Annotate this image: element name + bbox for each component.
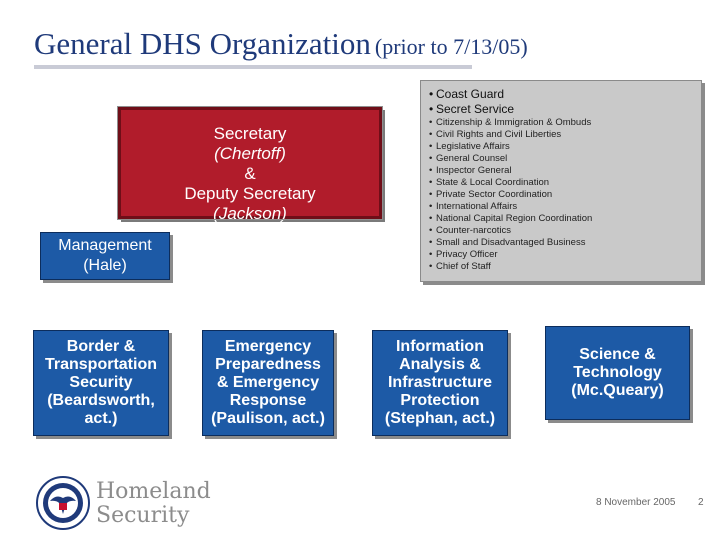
logo-wordmark (96, 480, 211, 528)
directorate-label (211, 338, 325, 428)
directorate-label (385, 338, 495, 428)
office-item (429, 165, 701, 177)
office-item (429, 117, 701, 129)
secretary-title: Secretary (213, 124, 287, 143)
secretary-ampersand: & (244, 164, 256, 183)
office-item (429, 261, 701, 273)
office-label: Counter-narcotics (436, 225, 511, 236)
major-components-list (429, 87, 701, 117)
office-item (429, 237, 701, 249)
title-underline (34, 65, 472, 69)
office-item (429, 177, 701, 189)
major-component-label: Secret Service (436, 102, 515, 116)
directorate-line: Analysis & (399, 356, 481, 373)
office-label: State & Local Coordination (436, 177, 550, 188)
bullet-icon: • (429, 165, 433, 176)
office-item (429, 249, 701, 261)
office-item (429, 141, 701, 153)
directorate-label (45, 338, 157, 428)
office-label: Inspector General (436, 165, 512, 176)
offices-list (429, 117, 701, 273)
directorate-line: Information (395, 338, 484, 355)
office-label: National Capital Region Coordination (436, 213, 593, 224)
office-label: Chief of Staff (436, 261, 491, 272)
footer-date: 8 November 2005 (596, 497, 676, 508)
logo-line2: Security (96, 503, 190, 528)
office-label: Privacy Officer (436, 249, 498, 260)
directorate-information-analysis (372, 330, 508, 436)
office-item (429, 213, 701, 225)
directorate-line: Infrastructure (387, 374, 492, 391)
office-label: Citizenship & Immigration & Ombuds (436, 117, 592, 128)
dhs-seal-icon (36, 476, 90, 530)
bullet-icon: • (429, 87, 434, 101)
directorate-line: Border & (66, 338, 136, 355)
logo-line1: Homeland (96, 479, 211, 504)
office-item (429, 225, 701, 237)
directorate-science-technology (545, 326, 690, 420)
bullet-icon: • (429, 189, 433, 200)
deputy-secretary-title: Deputy Secretary (184, 184, 316, 203)
directorate-line: Response (229, 392, 307, 409)
bullet-icon: • (429, 237, 433, 248)
directorate-line: (Stephan, act.) (384, 410, 496, 427)
directorate-line: (Beardsworth, (47, 392, 155, 409)
office-item (429, 153, 701, 165)
title-subtitle: (prior to 7/13/05) (374, 34, 528, 59)
secretary-line1 (214, 124, 287, 164)
bullet-icon: • (429, 129, 433, 140)
office-label: Private Sector Coordination (436, 189, 553, 200)
office-label: General Counsel (436, 153, 508, 164)
bullet-icon: • (429, 225, 433, 236)
bullet-icon: • (429, 213, 433, 224)
office-item (429, 129, 701, 141)
directorate-line: Protection (400, 392, 480, 409)
directorate-line: Science & (579, 346, 656, 363)
office-item (429, 189, 701, 201)
office-item (429, 201, 701, 213)
directorate-line: Security (69, 374, 133, 391)
management-title: Management (58, 237, 152, 254)
management-name: (Hale) (83, 257, 127, 274)
office-label: Civil Rights and Civil Liberties (436, 129, 562, 140)
directorate-line: Preparedness (215, 356, 321, 373)
directorate-line: & Emergency (216, 374, 320, 391)
directorate-line: (Mc.Queary) (571, 382, 664, 399)
bullet-icon: • (429, 102, 434, 116)
secretary-box (118, 107, 382, 223)
bullet-icon: • (429, 117, 433, 128)
bullet-icon: • (429, 153, 433, 164)
major-component-label: Coast Guard (436, 87, 505, 101)
directorate-label (571, 346, 663, 400)
directorate-emergency-preparedness (202, 330, 334, 436)
title-main: General DHS Organization (34, 26, 371, 61)
major-component-item (429, 87, 701, 102)
directorate-line: Transportation (44, 356, 157, 373)
office-label: Legislative Affairs (436, 141, 510, 152)
directorate-line: (Paulison, act.) (211, 410, 325, 427)
bullet-icon: • (429, 141, 433, 152)
page-number: 2 (698, 497, 704, 508)
secretary-name: (Chertoff) (214, 144, 286, 163)
bullet-icon: • (429, 177, 433, 188)
deputy-secretary-name: (Jackson) (213, 204, 287, 223)
components-panel (420, 80, 702, 282)
office-label: International Affairs (436, 201, 518, 212)
major-component-item (429, 102, 701, 117)
management-box (40, 232, 170, 280)
office-label: Small and Disadvantaged Business (436, 237, 586, 248)
bullet-icon: • (429, 201, 433, 212)
bullet-icon: • (429, 249, 433, 260)
directorate-line: Emergency (224, 338, 312, 355)
directorate-line: act.) (84, 410, 118, 427)
directorate-border-transportation (33, 330, 169, 436)
directorate-line: Technology (573, 364, 662, 381)
bullet-icon: • (429, 261, 433, 272)
page-title (34, 26, 528, 62)
